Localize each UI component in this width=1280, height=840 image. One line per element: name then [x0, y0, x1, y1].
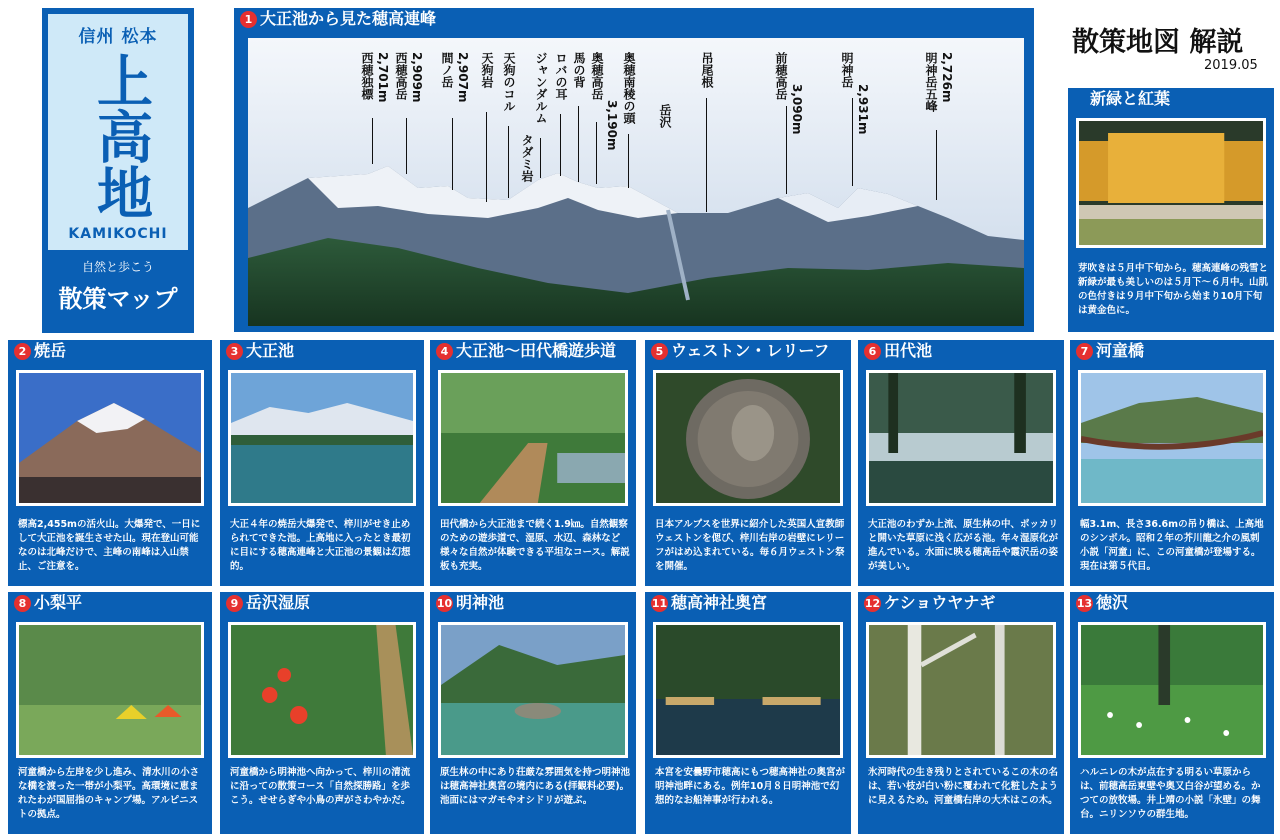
- peak-pointer: [486, 112, 487, 202]
- panorama-photo: [248, 38, 1024, 326]
- panorama-title: 大正池から見た穂高連峰: [260, 9, 437, 28]
- card-title: 焼岳: [34, 341, 67, 360]
- peak-pointer: [560, 114, 561, 176]
- card-weston-relief: [645, 340, 851, 586]
- lily-flowers-image: [231, 625, 413, 755]
- card-header: [858, 340, 1064, 362]
- white-willow-image: [869, 625, 1053, 755]
- card-taisho-pond: [220, 340, 424, 586]
- peak-pointer: [406, 118, 407, 174]
- title-panel: [48, 14, 188, 250]
- card-title: 明神池: [456, 593, 505, 612]
- title-map-label: 散策マップ: [58, 285, 178, 313]
- card-number: 11: [651, 597, 668, 610]
- card-tokusawa: [1070, 592, 1274, 834]
- peak-label: ジャンダルム: [534, 52, 548, 124]
- card-photo: [866, 622, 1056, 758]
- peak-label: 西穂高岳: [394, 52, 408, 100]
- card-description: 標高2,455mの活火山。大爆発で、一日にして大正池を誕生させた山。現在登山可能なのは北峰だけで、主峰の南峰は入山禁止、ご注意を。: [18, 519, 201, 572]
- panorama-panel: [234, 8, 1034, 332]
- panorama-number: 1: [240, 11, 257, 28]
- card-description: 氷河時代の生き残りとされているこの木の名は、若い枝が白い粉に覆われて化粧したように見えるため。河童橋右岸の大木はこの木。: [868, 767, 1059, 806]
- suspension-bridge-image: [1081, 373, 1263, 503]
- card-dakesawa-wetland: [220, 592, 424, 834]
- card-number: 8: [14, 595, 31, 612]
- card-photo: [228, 622, 416, 758]
- card-photo: [1076, 118, 1266, 248]
- card-photo: [438, 370, 628, 506]
- peak-elevation: 2,907m: [456, 52, 470, 103]
- card-description: 日本アルプスを世界に紹介した英国人宣教師ウェストンを偲び、梓川右岸の岩壁にレリーフがはめ込まれている。毎６月ウェストン祭を開催。: [655, 519, 845, 572]
- peak-label: 奥穂高岳: [590, 52, 604, 100]
- card-number: 4: [436, 343, 453, 360]
- panorama-header: [234, 8, 1034, 30]
- card-number: 13: [1076, 597, 1093, 610]
- card-photo: [16, 370, 204, 506]
- card-title: 穂高神社奥宮: [671, 593, 768, 612]
- card-header: [220, 592, 424, 614]
- card-title: 岳沢湿原: [246, 593, 311, 612]
- page-date: 2019.05: [1204, 58, 1258, 73]
- card-seasons: [1068, 88, 1274, 332]
- peak-label: 天狗岩: [480, 52, 494, 88]
- card-number: 2: [14, 343, 31, 360]
- card-photo: [1078, 370, 1266, 506]
- card-description: 大正４年の焼岳大爆発で、梓川がせき止められてできた池。上高地に入ったとき最初に目にする穂高連峰と大正池の景観は幻想的。: [230, 519, 411, 572]
- card-title: 新緑と紅葉: [1090, 89, 1171, 108]
- card-description: 幅3.1m、長さ36.6mの吊り橋は、上高地のシンボル。昭和２年の芥川龍之介の風刺小説「河童」に、この河童橋が登場する。現在は第５代目。: [1080, 519, 1264, 572]
- campsite-image: [19, 625, 201, 755]
- card-title: 徳沢: [1096, 593, 1129, 612]
- card-header: [1070, 340, 1274, 362]
- card-number: 7: [1076, 343, 1093, 360]
- misty-pond-image: [869, 373, 1053, 503]
- card-description: 芽吹きは５月中下旬から。穂高連峰の残雪と新緑が最も美しいのは５月下～６月中。山肌の色付きは９月中下旬から始まり10月下旬は黄金色に。: [1078, 263, 1269, 316]
- peak-pointer: [578, 106, 579, 182]
- card-tashiro-pond: [858, 340, 1064, 586]
- card-title: 田代池: [884, 341, 933, 360]
- peak-label: 吊尾根: [700, 52, 714, 88]
- peak-pointer: [936, 130, 937, 200]
- card-title: 河童橋: [1096, 341, 1145, 360]
- card-number: 10: [436, 597, 453, 610]
- peak-pointer: [596, 122, 597, 184]
- card-title: 小梨平: [34, 593, 83, 612]
- anemone-meadow-image: [1081, 625, 1263, 755]
- peak-elevation: 2,909m: [410, 52, 424, 103]
- peak-label: ロバの耳: [554, 52, 568, 100]
- card-keshoyanagi: [858, 592, 1064, 834]
- card-description: 本宮を安曇野市穂高にもつ穂高神社の奥宮が明神池畔にある。例年10月８日明神池で幻想的なお船神事が行われる。: [655, 767, 846, 806]
- peak-label: 明神岳五峰: [924, 52, 938, 112]
- card-description: ハルニレの木が点在する明るい草原からは、前穂高岳東壁や奥又白谷が望める。かつての放牧場。井上靖の小説「氷壁」の舞台。ニリンソウの群生地。: [1080, 767, 1261, 820]
- page-title: 散策地図 解説: [1072, 27, 1244, 58]
- boat-festival-image: [656, 625, 840, 755]
- card-header: [1070, 592, 1274, 614]
- card-title: ウェストン・レリーフ: [671, 341, 830, 360]
- card-description: 河童橋から明神池へ向かって、梓川の清流に沿っての散策コース「自然探勝路」を歩こう。せせらぎや小鳥の声がさわやかだ。: [230, 767, 411, 806]
- peak-elevation: 3,190m: [605, 100, 619, 151]
- peak-pointer: [372, 118, 373, 164]
- card-photo: [653, 370, 843, 506]
- volcano-image: [19, 373, 201, 503]
- card-header: [8, 340, 212, 362]
- card-photo: [866, 370, 1056, 506]
- card-number: 3: [226, 343, 243, 360]
- card-title: 大正池: [246, 341, 295, 360]
- mountain-pond-image: [441, 625, 625, 755]
- card-header: [220, 340, 424, 362]
- card-promenade: [430, 340, 636, 586]
- peak-label: 前穂高岳: [774, 52, 788, 100]
- card-header: [430, 340, 636, 362]
- card-header: [430, 592, 636, 614]
- title-romaji: KAMIKOCHI: [68, 226, 168, 242]
- card-photo: [16, 622, 204, 758]
- peak-pointer: [786, 106, 787, 194]
- card-description: 原生林の中にあり荘厳な雰囲気を持つ明神池は穂高神社奥宮の境内にある(拝観料必要)。池面にはマガモやオシドリが遊ぶ。: [440, 767, 631, 806]
- title-region: 信州 松本: [78, 27, 158, 47]
- pond-reflection-image: [231, 373, 413, 503]
- card-header: [645, 592, 851, 614]
- title-block: [42, 8, 194, 333]
- card-kappa-bridge: [1070, 340, 1274, 586]
- peak-label: 馬の背: [572, 52, 586, 88]
- card-konashidaira: [8, 592, 212, 834]
- card-number: 9: [226, 595, 243, 612]
- bronze-relief-image: [656, 373, 840, 503]
- peak-pointer: [508, 126, 509, 198]
- peak-pointer: [540, 138, 541, 178]
- card-photo: [653, 622, 843, 758]
- card-photo: [1078, 622, 1266, 758]
- card-photo: [228, 370, 416, 506]
- peak-pointer: [628, 134, 629, 188]
- card-header: [858, 592, 1064, 614]
- card-number: 12: [864, 597, 881, 610]
- title-tagline: 自然と歩こう: [81, 260, 154, 274]
- card-number: 6: [864, 343, 881, 360]
- peak-label: 明神岳: [840, 52, 854, 88]
- peak-pointer: [706, 98, 707, 212]
- card-hotaka-shrine: [645, 592, 851, 834]
- card-title: 大正池～田代橋遊歩道: [456, 341, 617, 360]
- card-description: 大正池のわずか上流、原生林の中、ポッカリと開いた草原に浅く広がる池。年々湿原化が進んでいる。水面に映る穂高岳や霞沢岳の姿が美しい。: [868, 519, 1059, 572]
- peak-label: 西穂独標: [360, 52, 374, 100]
- peak-elevation: 3,090m: [790, 84, 804, 135]
- peak-pointer: [452, 118, 453, 190]
- peak-pointer: [852, 98, 853, 186]
- peak-elevation: 2,701m: [376, 52, 390, 103]
- peak-elevation: 2,931m: [856, 84, 870, 135]
- card-photo: [438, 622, 628, 758]
- title-main: 上高地: [88, 52, 153, 220]
- peak-label: タダミ岩: [520, 134, 534, 182]
- peak-label: 天狗のコル: [502, 52, 516, 112]
- card-description: 河童橋から左岸を少し進み、清水川の小さな橋を渡った一帯が小梨平。高環境に恵まれたわが国屈指のキャンプ場。アルピニストの拠点。: [18, 767, 200, 820]
- card-number: 5: [651, 343, 668, 360]
- peak-label: 奥穂南稜の頭: [622, 52, 636, 124]
- card-header: [8, 592, 212, 614]
- card-description: 田代橋から大正池まで続く1.9㎞。自然観察のための遊歩道で、湿原、水辺、森林など様々な自然が体験できる平坦なコース。解説板も充実。: [440, 519, 630, 572]
- peak-label: 岳沢: [658, 104, 672, 128]
- card-title: ケショウヤナギ: [884, 593, 996, 612]
- peak-label: 間ノ岳: [440, 52, 454, 88]
- card-header: [645, 340, 851, 362]
- peak-elevation: 2,726m: [940, 52, 954, 103]
- card-myojin-pond: [430, 592, 636, 834]
- boardwalk-image: [441, 373, 625, 503]
- autumn-larch-image: [1079, 121, 1263, 245]
- card-yakedake: [8, 340, 212, 586]
